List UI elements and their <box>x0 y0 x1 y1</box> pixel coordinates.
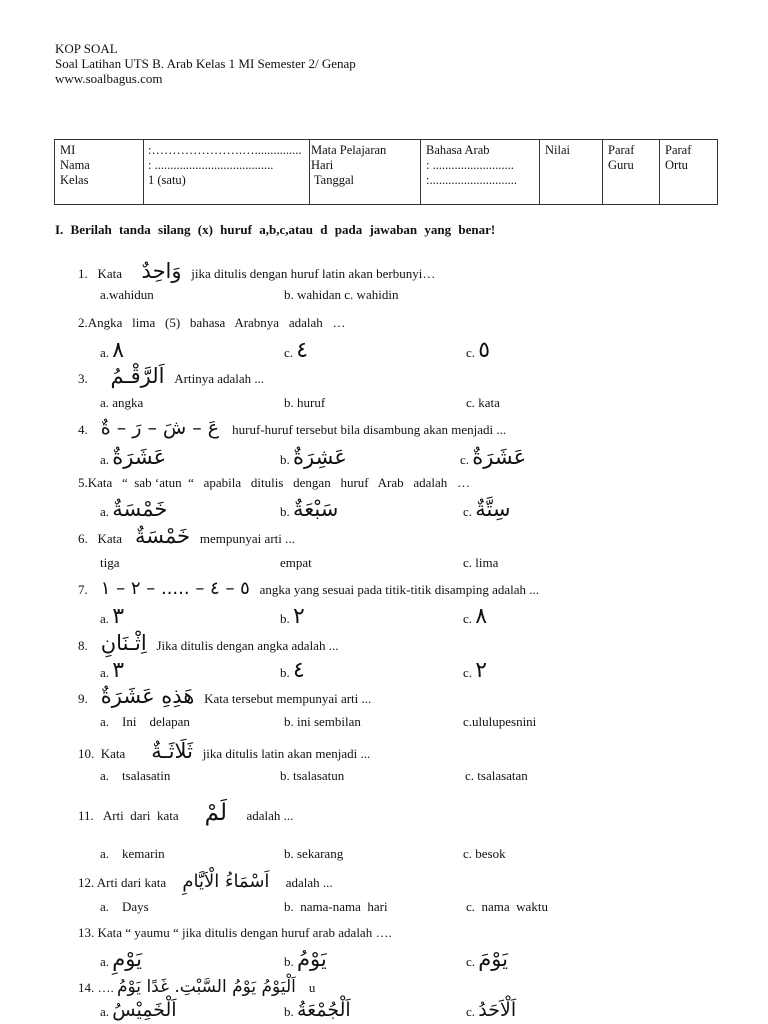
q8-option-b[interactable]: b. ٤ <box>280 658 305 683</box>
q14-option-a[interactable]: a. اَلْخَمِيْسُ <box>100 999 177 1021</box>
q12-option-c[interactable]: c. nama waktu <box>466 899 548 914</box>
q12-option-a[interactable]: a. Days <box>100 899 149 914</box>
q11-option-a[interactable]: a. kemarin <box>100 846 165 861</box>
q1-option-bc[interactable]: b. wahidan c. wahidin <box>284 287 399 302</box>
q4-option-b[interactable]: b. عَشِرَةٌ <box>280 445 347 469</box>
nilai-cell[interactable]: Nilai <box>540 140 603 205</box>
q6-option-a[interactable]: tiga <box>100 555 120 570</box>
q5-option-b[interactable]: b. سَبْعَةٌ <box>280 497 339 521</box>
q9-option-b[interactable]: b. ini sembilan <box>284 714 361 729</box>
question-2: 2.Angka lima (5) bahasa Arabnya adalah … <box>78 315 346 330</box>
website: www.soalbagus.com <box>55 71 163 86</box>
q2-option-a[interactable]: a. ٨ <box>100 338 125 363</box>
q10-option-b[interactable]: b. tsalasatun <box>280 768 345 783</box>
q13-option-b[interactable]: b. يَوْمُ <box>284 947 327 971</box>
q9-option-c[interactable]: c.ululupesnini <box>463 714 537 729</box>
identity-table <box>54 139 718 205</box>
q11-option-b[interactable]: b. sekarang <box>284 846 344 861</box>
q1-option-a[interactable]: a.wahidun <box>100 287 154 302</box>
question-6: 6. Kata خَمْسَةٌ mempunyai arti ... <box>78 524 295 548</box>
q2-option-c[interactable]: c. ٥ <box>466 338 491 363</box>
exam-title: Soal Latihan UTS B. Arab Kelas 1 MI Semester 2/ Genap <box>55 56 356 71</box>
question-5: 5.Kata “ sab ‘atun “ apabila ditulis dengan huruf Arab adalah … <box>78 475 471 490</box>
labels2-cell: Mata Pelajaran Hari Tanggal <box>310 140 421 205</box>
question-8: 8. اِثْـنَانِ Jika ditulis dengan angka adalah ... <box>78 631 339 655</box>
kop-soal: KOP SOAL <box>55 41 118 56</box>
q10-option-c[interactable]: c. tsalasatan <box>465 768 528 783</box>
question-3: 3. اَلرَّقْـمُ Artinya adalah ... <box>78 364 265 388</box>
labels-cell: MI Nama Kelas <box>55 140 144 205</box>
question-1: 1. Kata وَاحِدٌ jika ditulis dengan huruf latin akan berbunyi… <box>78 259 436 283</box>
question-10: 10. Kata ثَلَاثَـةٌ jika ditulis latin akan menjadi ... <box>78 739 371 763</box>
question-11: 11. Arti dari kata لَمْ adalah ... <box>78 800 294 826</box>
q3-option-a[interactable]: a. angka <box>100 395 144 410</box>
q8-option-a[interactable]: a. ٣ <box>100 658 125 683</box>
q4-option-a[interactable]: a. عَشَرَةٌ <box>100 445 167 469</box>
q12-option-b[interactable]: b. nama-nama hari <box>284 899 388 914</box>
q13-option-a[interactable]: a. يَوْمِ <box>100 947 142 971</box>
question-9: 9. هَذِهِ عَشَرَةٌ Kata tersebut mempunyai arti ... <box>78 684 372 708</box>
question-13: 13. Kata “ yaumu “ jika ditulis dengan huruf arab adalah …. <box>78 925 392 940</box>
q3-option-c[interactable]: c. kata <box>466 395 500 410</box>
q14-option-b[interactable]: b. اَلْجُمْعَةُ <box>284 999 351 1021</box>
q13-option-c[interactable]: c. يَوْمَ <box>466 947 508 971</box>
q14-option-c[interactable]: c. اَلْاَحَدُ <box>466 999 517 1021</box>
paraf-guru-cell[interactable]: Paraf Guru <box>603 140 660 205</box>
values2-cell[interactable]: Bahasa Arab : .......................... :............................ <box>421 140 540 205</box>
q2-option-b[interactable]: c. ٤ <box>284 338 309 363</box>
q7-option-b[interactable]: b. ٢ <box>280 604 305 629</box>
fields-cell[interactable]: :………………….…............... : ...................................... 1 (satu) <box>144 140 310 205</box>
paraf-ortu-cell[interactable]: Paraf Ortu <box>660 140 718 205</box>
q10-option-a[interactable]: a. tsalasatin <box>100 768 171 783</box>
question-12: 12. Arti dari kata اَسْمَاءُ الْاَيَّامِ adalah ... <box>78 871 333 892</box>
instruction: I. Berilah tanda silang (x) huruf a,b,c,atau d pada jawaban yang benar! <box>55 222 496 237</box>
q7-option-a[interactable]: a. ٣ <box>100 604 125 629</box>
q7-option-c[interactable]: c. ٨ <box>463 604 488 629</box>
question-7: 7. ٥ – ٤ – ..... – ٢ – ١ angka yang sesuai pada titik-titik disamping adalah ... <box>78 578 540 599</box>
q6-option-b[interactable]: empat <box>280 555 312 570</box>
q3-option-b[interactable]: b. huruf <box>284 395 326 410</box>
question-4: 4. عَ – شَ – رَ – ةٌ huruf-huruf tersebut bila disambung akan menjadi ... <box>78 417 507 439</box>
q8-option-c[interactable]: c. ٢ <box>463 658 488 683</box>
q11-option-c[interactable]: c. besok <box>463 846 506 861</box>
q4-option-c[interactable]: c. عَشَرَةٌ <box>460 445 527 469</box>
q9-option-a[interactable]: a. Ini delapan <box>100 714 190 729</box>
question-14: 14. …. اَلْيَوْمُ يَوْمُ السَّبْتِ. غَدًا يَوْمُ u <box>78 977 316 997</box>
q5-option-a[interactable]: a. خَمْسَةٌ <box>100 497 168 521</box>
q6-option-c[interactable]: c. lima <box>463 555 499 570</box>
q5-option-c[interactable]: c. سِتَّةٌ <box>463 497 511 521</box>
